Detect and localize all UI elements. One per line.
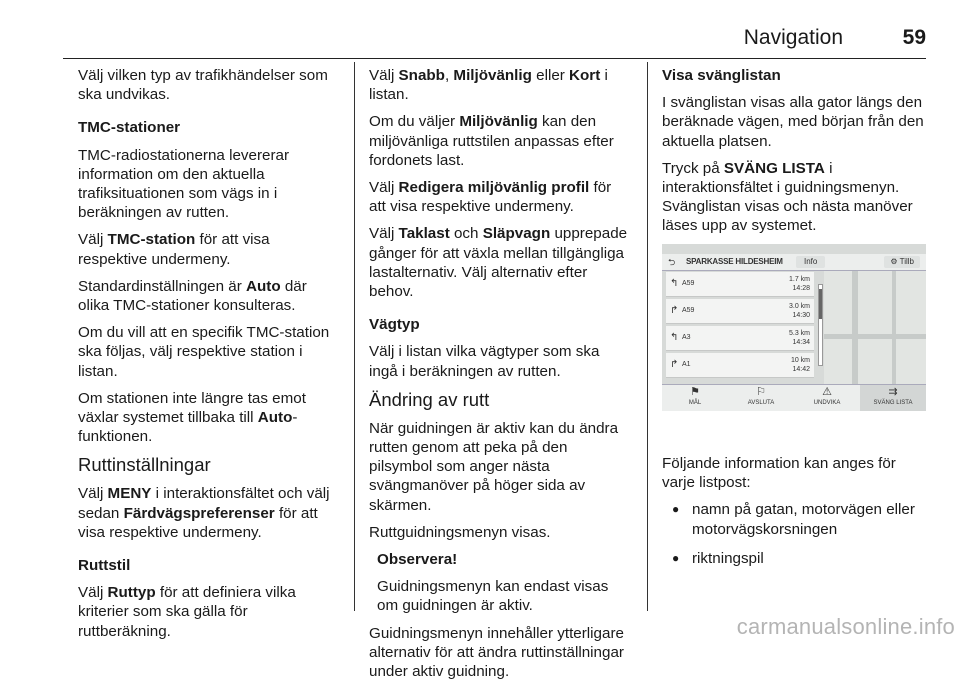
tmc-default-text: Standardinställningen är Auto där olika TMC-stationer konsulteras. [78,277,307,315]
avoid-button[interactable]: ⚠ UNDVIKA [794,385,860,411]
route-type-options: Välj Snabb, Miljövänlig eller Kort i listan. [369,67,608,104]
more-options-text: Guidningsmenyn innehåller ytterligare alternativ för att ändra ruttinställningar under aktiv guidning. [369,624,624,681]
watermark: carmanualsonline.info [736,614,955,639]
eco-text: Om du väljer Miljövänlig kan den miljövänliga ruttstilen anpassas efter fordonets last. [369,113,614,169]
turn-arrow-icon: ↰ [670,332,679,343]
map-area [824,268,926,384]
menu-shown-text: Ruttguidningsmenyn visas. [369,523,551,541]
back-button[interactable]: ⚙ Tillb [884,256,920,268]
screen-top-bar [662,254,926,271]
list-item[interactable] [666,272,814,297]
road-name: A1 [682,361,691,368]
road-name: A3 [682,334,691,341]
list-item[interactable] [666,299,814,324]
tmc-follow-text: Om du vill att en specifik TMC-station ska följas, välj respektive station i listan. [78,324,330,380]
warning-icon: ⚠ [822,386,832,398]
page-number: 59 [902,26,926,49]
distance-time: 5.3 km 14:34 [788,330,810,346]
column-divider [354,62,355,611]
list-item[interactable] [666,353,814,378]
column-3 [662,66,927,244]
interaction-bar [662,384,926,411]
route-change-text: När guidningen är aktiv kan du ändra rutten genom att peka på den pilsymbol som anger nästa svängmanöver på höger sida av skärmen. [369,419,619,514]
road-name: A59 [682,307,695,314]
column-1 [78,66,340,649]
navigation-screen-image [662,244,926,411]
note-text: Guidningsmenyn kan endast visas om guidningen är aktiv. [377,578,609,615]
road-name: A59 [682,280,695,287]
destination-button[interactable]: ⚑ MÅL [662,385,728,411]
map-road [824,334,926,339]
tmc-text: TMC-radiostationerna levererar information om den aktuella trafiksituationen som vägs in i beräkningen av rutten. [78,146,290,222]
list-info-text: Följande information kan anges för varje listpost: [662,455,896,492]
note-heading: Observera! [377,551,458,569]
intro-text: Välj vilken typ av trafikhändelser som ska undvikas. [78,67,328,104]
note-box [377,550,632,616]
distance-time: 3.0 km 14:30 [788,303,810,319]
turn-arrow-icon: ↰ [670,278,679,289]
list-info-block [662,454,927,578]
turn-list-text: I svänglistan visas alla gator längs den beräknade vägen, med början från den aktuella platsen. [662,94,924,150]
distance-time: 1.7 km 14:28 [788,276,810,292]
route-style-heading: Ruttstil [78,557,131,575]
route-style-text: Välj Ruttyp för att definiera vilka kriterier som ska gälla för ruttberäkning. [78,584,296,640]
turn-arrow-icon: ↱ [670,359,679,370]
section-title: Navigation [743,26,843,49]
cancel-route-button[interactable]: ⚐ AVSLUTA [728,385,794,411]
list-item: ● riktningspil [662,549,927,568]
distance-time: 10 km 14:42 [790,357,810,373]
turn-arrow-icon: ↱ [670,305,679,316]
info-bullet-list [662,500,927,568]
page-header [63,0,926,59]
back-arrow-icon[interactable]: ⮌ [668,257,676,267]
flag-icon: ⚑ [690,386,700,398]
destination-title: SPARKASSE HILDESHEIM [686,257,783,266]
list-scrollbar[interactable] [818,284,823,366]
eco-profile-text: Välj Redigera miljövänlig profil för att visa respektive undermeny. [369,179,612,216]
map-road [892,268,896,384]
tmc-fallback-text: Om stationen inte längre tas emot växlar systemet tillbaka till Auto-funktionen. [78,389,306,446]
turn-list-tap-text: Tryck på SVÄNG LISTA i interaktionsfältet i guidningsmenyn. Svänglistan visas och nästa manöver läses upp av systemet. [662,159,913,235]
list-item: ● namn på gatan, motorvägen eller motorvägskorsningen [662,500,927,538]
info-button[interactable]: Info [796,256,825,268]
route-change-heading: Ändring av rutt [369,388,490,410]
turn-list [666,272,814,380]
route-settings-heading: Ruttinställningar [78,454,211,476]
road-type-text: Välj i listan vilka vägtyper som ska ingå i beräkningen av rutten. [369,343,600,380]
column-2 [369,66,632,689]
road-type-heading: Vägtyp [369,316,420,334]
scrollbar-thumb[interactable] [819,289,822,319]
column-divider [647,62,648,611]
list-item[interactable] [666,326,814,351]
load-text: Välj Taklast och Släpvagn upprepade gånger för att växla mellan tillgängliga lastalternativ. Välj alternativ efter behov. [369,225,628,301]
map-road [852,268,858,384]
turn-list-button[interactable]: ⇉ SVÄNG LISTA [860,385,926,411]
turn-list-heading: Visa svänglistan [662,67,781,84]
route-settings-text: Välj MENY i interaktionsfältet och välj sedan Färdvägspreferenser för att visa respektive undermeny. [78,485,330,541]
tmc-select-text: Välj TMC-station för att visa respektive undermeny. [78,231,270,268]
tmc-heading: TMC-stationer [78,119,181,137]
stop-flag-icon: ⚐ [756,386,766,398]
turn-list-icon: ⇉ [888,386,898,398]
